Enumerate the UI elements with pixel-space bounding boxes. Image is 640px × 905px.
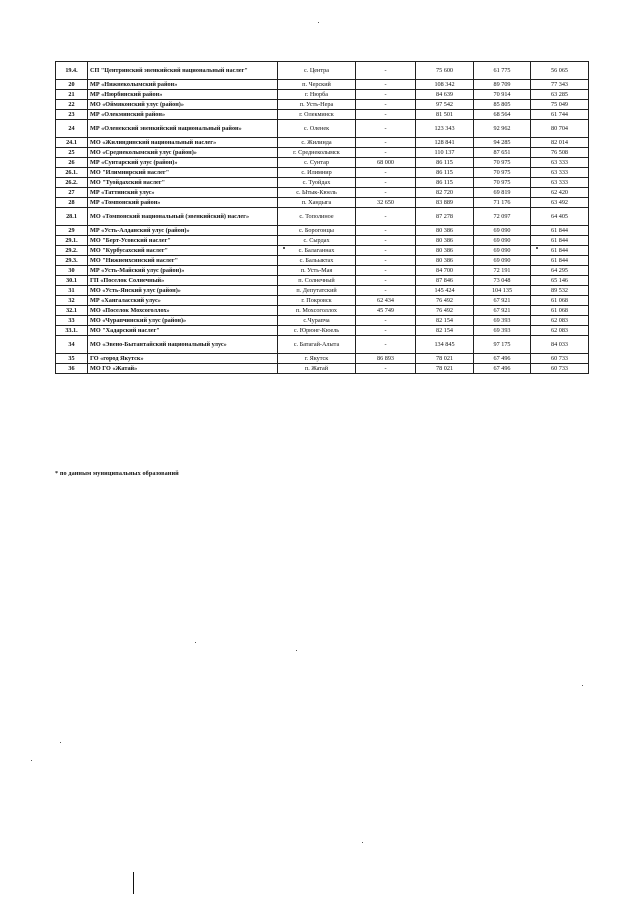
value-col-1: - xyxy=(356,178,416,188)
municipality-name: МО «Оймяконский улус (район)» xyxy=(88,100,278,110)
admin-center: с. Сунтар xyxy=(278,158,356,168)
row-number: 33.1. xyxy=(56,326,88,336)
value-col-1: 32 650 xyxy=(356,198,416,208)
value-col-2: 82 720 xyxy=(416,188,474,198)
footnote: * по данным муниципальных образований xyxy=(55,470,179,477)
value-col-3: 69 393 xyxy=(474,316,531,326)
admin-center: г. Нюрба xyxy=(278,90,356,100)
row-number: 32.1 xyxy=(56,306,88,316)
value-col-2: 86 115 xyxy=(416,178,474,188)
table-row xyxy=(56,178,589,188)
row-number: 34 xyxy=(56,336,88,354)
table-row xyxy=(56,256,589,266)
value-col-3: 69 819 xyxy=(474,188,531,198)
admin-center: г. Среднеколымск xyxy=(278,148,356,158)
table-row xyxy=(56,354,589,364)
row-number: 32 xyxy=(56,296,88,306)
municipality-name: МР «Нижнеколымский район» xyxy=(88,80,278,90)
admin-center: с. Бальыктах xyxy=(278,256,356,266)
table-body xyxy=(56,62,589,374)
value-col-1: - xyxy=(356,120,416,138)
table-row xyxy=(56,90,589,100)
row-number: 22 xyxy=(56,100,88,110)
value-col-4: 63 333 xyxy=(531,178,589,188)
admin-center: г. Покровск xyxy=(278,296,356,306)
value-col-1: - xyxy=(356,326,416,336)
admin-center: с. Туойдах xyxy=(278,178,356,188)
value-col-2: 87 846 xyxy=(416,276,474,286)
value-col-2: 97 542 xyxy=(416,100,474,110)
table-row xyxy=(56,306,589,316)
admin-center: с. Центра xyxy=(278,62,356,80)
scan-speck xyxy=(536,247,538,249)
value-col-1: - xyxy=(356,364,416,374)
value-col-1: 86 893 xyxy=(356,354,416,364)
value-col-4: 56 065 xyxy=(531,62,589,80)
value-col-2: 134 845 xyxy=(416,336,474,354)
value-col-1: - xyxy=(356,168,416,178)
table-row xyxy=(56,236,589,246)
row-number: 21 xyxy=(56,90,88,100)
value-col-2: 128 841 xyxy=(416,138,474,148)
value-col-3: 97 175 xyxy=(474,336,531,354)
value-col-1: - xyxy=(356,246,416,256)
value-col-4: 77 343 xyxy=(531,80,589,90)
row-number: 27 xyxy=(56,188,88,198)
scan-speck xyxy=(318,22,319,23)
value-col-1: - xyxy=(356,236,416,246)
scan-speck xyxy=(582,685,583,686)
table-row xyxy=(56,80,589,90)
value-col-1: - xyxy=(356,110,416,120)
table-row xyxy=(56,62,589,80)
value-col-4: 61 844 xyxy=(531,256,589,266)
row-number: 29.3. xyxy=(56,256,88,266)
admin-center: п. Черский xyxy=(278,80,356,90)
admin-center: с. Борогонцы xyxy=(278,226,356,236)
municipality-name: МО "Берт-Усовский наслег" xyxy=(88,236,278,246)
value-col-3: 69 090 xyxy=(474,236,531,246)
value-col-4: 84 033 xyxy=(531,336,589,354)
table-row xyxy=(56,188,589,198)
value-col-2: 86 115 xyxy=(416,168,474,178)
table-row xyxy=(56,276,589,286)
value-col-1: - xyxy=(356,188,416,198)
row-number: 26.1. xyxy=(56,168,88,178)
value-col-2: 80 386 xyxy=(416,246,474,256)
value-col-2: 78 021 xyxy=(416,364,474,374)
value-col-4: 61 844 xyxy=(531,236,589,246)
municipality-name: МР «Нюрбинский район» xyxy=(88,90,278,100)
value-col-4: 60 733 xyxy=(531,354,589,364)
admin-center: с. Батагай-Алыта xyxy=(278,336,356,354)
value-col-1: 62 434 xyxy=(356,296,416,306)
value-col-4: 61 744 xyxy=(531,110,589,120)
municipality-name: МО «Чурапчинский улус (район)» xyxy=(88,316,278,326)
municipality-name: МР «Усть-Майский улус (район)» xyxy=(88,266,278,276)
value-col-3: 70 975 xyxy=(474,158,531,168)
value-col-2: 78 021 xyxy=(416,354,474,364)
value-col-2: 86 115 xyxy=(416,158,474,168)
municipality-name: ГП «Поселок Солнечный» xyxy=(88,276,278,286)
municipality-name: МО "Хадарский наслег" xyxy=(88,326,278,336)
value-col-4: 63 333 xyxy=(531,158,589,168)
value-col-3: 70 975 xyxy=(474,178,531,188)
scan-speck xyxy=(60,742,61,743)
admin-center: п. Солнечный xyxy=(278,276,356,286)
scan-speck xyxy=(195,642,196,643)
municipality-name: МР «Олекминский район» xyxy=(88,110,278,120)
value-col-4: 64 405 xyxy=(531,208,589,226)
value-col-4: 62 083 xyxy=(531,326,589,336)
value-col-2: 76 492 xyxy=(416,296,474,306)
table-row xyxy=(56,138,589,148)
municipality-name: МР «Таттинский улус» xyxy=(88,188,278,198)
value-col-4: 76 508 xyxy=(531,148,589,158)
value-col-4: 80 704 xyxy=(531,120,589,138)
table-row xyxy=(56,198,589,208)
value-col-2: 80 386 xyxy=(416,236,474,246)
value-col-2: 80 386 xyxy=(416,256,474,266)
value-col-3: 72 097 xyxy=(474,208,531,226)
value-col-1: - xyxy=(356,336,416,354)
admin-center: с. Сырдах xyxy=(278,236,356,246)
value-col-3: 71 176 xyxy=(474,198,531,208)
admin-center: с. Оленек xyxy=(278,120,356,138)
value-col-1: - xyxy=(356,80,416,90)
municipality-name: МО «Усть-Янский улус (район)» xyxy=(88,286,278,296)
row-number: 20 xyxy=(56,80,88,90)
table-row xyxy=(56,316,589,326)
value-col-3: 68 564 xyxy=(474,110,531,120)
row-number: 19.4. xyxy=(56,62,88,80)
admin-center: с. Илимнир xyxy=(278,168,356,178)
value-col-4: 62 420 xyxy=(531,188,589,198)
scan-speck xyxy=(31,760,32,761)
row-number: 29 xyxy=(56,226,88,236)
value-col-1: - xyxy=(356,276,416,286)
row-number: 30 xyxy=(56,266,88,276)
admin-center: с.Чурапча xyxy=(278,316,356,326)
admin-center: п. Мохсоголлох xyxy=(278,306,356,316)
value-col-4: 64 295 xyxy=(531,266,589,276)
admin-center: п. Жатай xyxy=(278,364,356,374)
value-col-3: 69 090 xyxy=(474,226,531,236)
value-col-1: - xyxy=(356,138,416,148)
row-number: 24.1 xyxy=(56,138,88,148)
table-row xyxy=(56,364,589,374)
value-col-1: - xyxy=(356,226,416,236)
value-col-2: 75 600 xyxy=(416,62,474,80)
admin-center: п. Депутатский xyxy=(278,286,356,296)
row-number: 36 xyxy=(56,364,88,374)
value-col-3: 69 393 xyxy=(474,326,531,336)
admin-center: п. Хандыга xyxy=(278,198,356,208)
row-number: 28 xyxy=(56,198,88,208)
value-col-2: 110 137 xyxy=(416,148,474,158)
municipality-name: МО "Нижнеихсинский наслег" xyxy=(88,256,278,266)
value-col-4: 61 844 xyxy=(531,246,589,256)
value-col-2: 87 278 xyxy=(416,208,474,226)
value-col-2: 81 501 xyxy=(416,110,474,120)
value-col-4: 65 146 xyxy=(531,276,589,286)
municipality-name: МО "Илимнирский наслег" xyxy=(88,168,278,178)
municipality-name: МР «Оленекский эвенкийский национальный район» xyxy=(88,120,278,138)
admin-center: с. Тополиное xyxy=(278,208,356,226)
value-col-2: 84 700 xyxy=(416,266,474,276)
scan-speck xyxy=(362,842,363,843)
value-col-2: 82 154 xyxy=(416,326,474,336)
row-number: 31 xyxy=(56,286,88,296)
row-number: 28.1 xyxy=(56,208,88,226)
row-number: 29.2. xyxy=(56,246,88,256)
value-col-2: 80 386 xyxy=(416,226,474,236)
value-col-3: 104 135 xyxy=(474,286,531,296)
value-col-3: 87 651 xyxy=(474,148,531,158)
value-col-3: 72 191 xyxy=(474,266,531,276)
value-col-4: 75 049 xyxy=(531,100,589,110)
municipality-name: МО «Среднеколымский улус (район)» xyxy=(88,148,278,158)
table-row xyxy=(56,296,589,306)
value-col-3: 69 090 xyxy=(474,246,531,256)
value-col-2: 108 342 xyxy=(416,80,474,90)
value-col-4: 61 844 xyxy=(531,226,589,236)
row-number: 23 xyxy=(56,110,88,120)
value-col-3: 69 090 xyxy=(474,256,531,266)
admin-center: с. Жилинда xyxy=(278,138,356,148)
row-number: 25 xyxy=(56,148,88,158)
value-col-3: 67 921 xyxy=(474,306,531,316)
value-col-4: 62 083 xyxy=(531,316,589,326)
municipality-name: СП "Центринский эвенкийский национальный наслег" xyxy=(88,62,278,80)
value-col-1: - xyxy=(356,286,416,296)
value-col-3: 67 496 xyxy=(474,364,531,374)
municipality-name: МО "Курбусахский наслег" xyxy=(88,246,278,256)
value-col-4: 63 492 xyxy=(531,198,589,208)
municipality-name: МО «Томпонский национальный (эвенкийский) наслег» xyxy=(88,208,278,226)
value-col-4: 63 333 xyxy=(531,168,589,178)
municipality-name: МО "Туойдахский наслег" xyxy=(88,178,278,188)
value-col-1: - xyxy=(356,100,416,110)
value-col-2: 76 492 xyxy=(416,306,474,316)
admin-center: с. Ытык-Кюель xyxy=(278,188,356,198)
scan-speck xyxy=(296,650,297,651)
value-col-2: 84 639 xyxy=(416,90,474,100)
value-col-3: 70 914 xyxy=(474,90,531,100)
value-col-3: 85 805 xyxy=(474,100,531,110)
value-col-1: 45 749 xyxy=(356,306,416,316)
municipality-name: МО «Жилиндинский национальный наслег» xyxy=(88,138,278,148)
value-col-3: 92 962 xyxy=(474,120,531,138)
value-col-1: 68 000 xyxy=(356,158,416,168)
row-number: 24 xyxy=(56,120,88,138)
table-row xyxy=(56,326,589,336)
value-col-4: 82 014 xyxy=(531,138,589,148)
table-row xyxy=(56,168,589,178)
value-col-4: 63 285 xyxy=(531,90,589,100)
row-number: 30.1 xyxy=(56,276,88,286)
admin-center: п. Усть-Нера xyxy=(278,100,356,110)
municipality-name: ГО «город Якутск» xyxy=(88,354,278,364)
table-row xyxy=(56,266,589,276)
table-row xyxy=(56,100,589,110)
admin-center: с. Юрюнг-Кюель xyxy=(278,326,356,336)
admin-center: г. Якутск xyxy=(278,354,356,364)
admin-center: с. Балаганнах xyxy=(278,246,356,256)
table-row xyxy=(56,336,589,354)
table-row xyxy=(56,246,589,256)
value-col-4: 60 733 xyxy=(531,364,589,374)
value-col-3: 94 285 xyxy=(474,138,531,148)
data-table xyxy=(55,61,589,374)
municipality-name: МР «Сунтарский улус (район)» xyxy=(88,158,278,168)
row-number: 29.1. xyxy=(56,236,88,246)
value-col-1: - xyxy=(356,316,416,326)
value-col-2: 83 889 xyxy=(416,198,474,208)
scan-speck xyxy=(283,247,285,249)
value-col-4: 61 068 xyxy=(531,296,589,306)
row-number: 35 xyxy=(56,354,88,364)
value-col-3: 70 975 xyxy=(474,168,531,178)
value-col-1: - xyxy=(356,208,416,226)
admin-center: п. Усть-Мая xyxy=(278,266,356,276)
scan-edge-line xyxy=(133,872,134,894)
table-row xyxy=(56,110,589,120)
municipality-name: МР «Томпонский район» xyxy=(88,198,278,208)
municipality-name: МР «Хангаласский улус» xyxy=(88,296,278,306)
value-col-1: - xyxy=(356,266,416,276)
value-col-3: 89 709 xyxy=(474,80,531,90)
value-col-4: 89 532 xyxy=(531,286,589,296)
value-col-2: 145 424 xyxy=(416,286,474,296)
table-row xyxy=(56,120,589,138)
table-row xyxy=(56,208,589,226)
table-row xyxy=(56,158,589,168)
municipality-name: МР «Усть-Алданский улус (район)» xyxy=(88,226,278,236)
value-col-3: 67 496 xyxy=(474,354,531,364)
value-col-3: 67 921 xyxy=(474,296,531,306)
row-number: 33 xyxy=(56,316,88,326)
table-row xyxy=(56,148,589,158)
value-col-3: 61 775 xyxy=(474,62,531,80)
value-col-4: 61 068 xyxy=(531,306,589,316)
value-col-2: 82 154 xyxy=(416,316,474,326)
value-col-1: - xyxy=(356,256,416,266)
value-col-1: - xyxy=(356,62,416,80)
municipality-name: МО ГО «Жатай» xyxy=(88,364,278,374)
row-number: 26.2. xyxy=(56,178,88,188)
admin-center: г. Олекминск xyxy=(278,110,356,120)
municipality-name: МО «Поселок Мохсоголлох» xyxy=(88,306,278,316)
value-col-2: 123 343 xyxy=(416,120,474,138)
value-col-3: 73 048 xyxy=(474,276,531,286)
municipality-name: МО «Эвено-Бытантайский национальный улус» xyxy=(88,336,278,354)
row-number: 26 xyxy=(56,158,88,168)
table-row xyxy=(56,226,589,236)
value-col-1: - xyxy=(356,90,416,100)
value-col-1: - xyxy=(356,148,416,158)
table-row xyxy=(56,286,589,296)
